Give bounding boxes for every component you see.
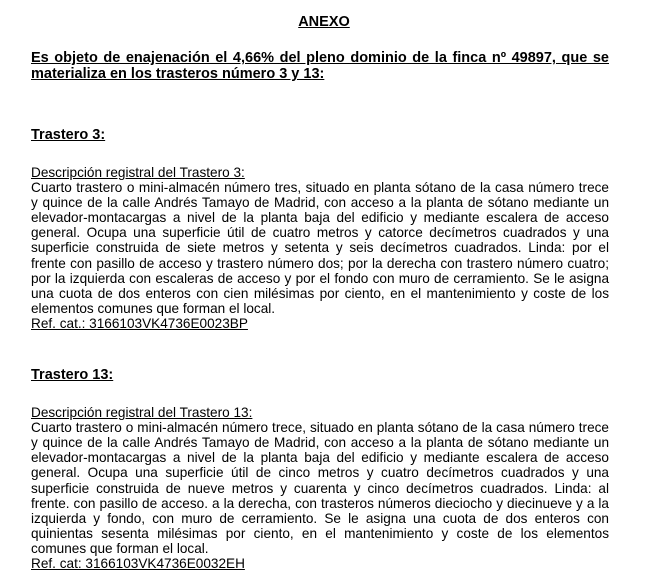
description-text: Cuarto trastero o mini-almacén número tres, situado en planta sótano de la casa número trece y quince de la calle Andrés Tamayo de Madrid, con acceso a la planta de sótano mediante un elevador-montacargas a nivel de la planta baja del edificio y mediante escalera de acceso general. Ocupa una superficie útil de cuatro metros y catorce decímetros cuadrados y una superficie construida de siete metros y setenta y seis decímetros cuadrados. Linda: por el frente con pasillo de acceso y trastero número dos; por la derecha con trastero número cuatro; por la izquierda con escaleras de acceso y por el fondo con muro de cerramiento. Se le asigna una cuota de dos enteros con cien milésimas por ciento, en el mantenimiento y coste de los elementos comunes que forman el local. xyxy=(31,180,609,316)
section-heading: Trastero 13: xyxy=(31,367,114,384)
description-label: Descripción registral del Trastero 13: xyxy=(31,405,253,421)
section-heading: Trastero 3: xyxy=(31,127,106,143)
document-title: ANEXO xyxy=(298,14,350,30)
cadastral-reference: Ref. cat: 3166103VK4736E0032EH xyxy=(31,555,245,571)
description-label: Descripción registral del Trastero 3: xyxy=(31,165,245,180)
cadastral-reference: Ref. cat.: 3166103VK4736E0023BP xyxy=(31,315,248,331)
description-text: Cuarto trastero o mini-almacén número trece, situado en planta sótano de la casa número trece y quince de la calle Andrés Tamayo de Madrid, con acceso a la planta de sótano mediante un elevador-montacargas a nivel de la planta baja del edificio y mediante escalera de acceso general. Ocupa una superficie útil de cinco metros y cuatro decímetros cuadrados y una superficie construida de nueve metros y cuarenta y cinco decímetros cuadrados. Linda: al frente. con pasillo de acceso. a la derecha, con trasteros números dieciocho y diecinueve y a la izquierda y fondo, con muro de cerramiento. Se le asigna una cuota de dos enteros con quinientas sesenta milésimas por ciento, en el mantenimiento y coste de los elementos comunes que forman el local. xyxy=(31,420,609,556)
document-intro: Es objeto de enajenación el 4,66% del pleno dominio de la finca nº 49897, que se materializa en los trasteros número 3 y 13: xyxy=(31,50,609,82)
section-trastero-3 xyxy=(31,127,609,331)
section-trastero-13 xyxy=(31,367,609,571)
